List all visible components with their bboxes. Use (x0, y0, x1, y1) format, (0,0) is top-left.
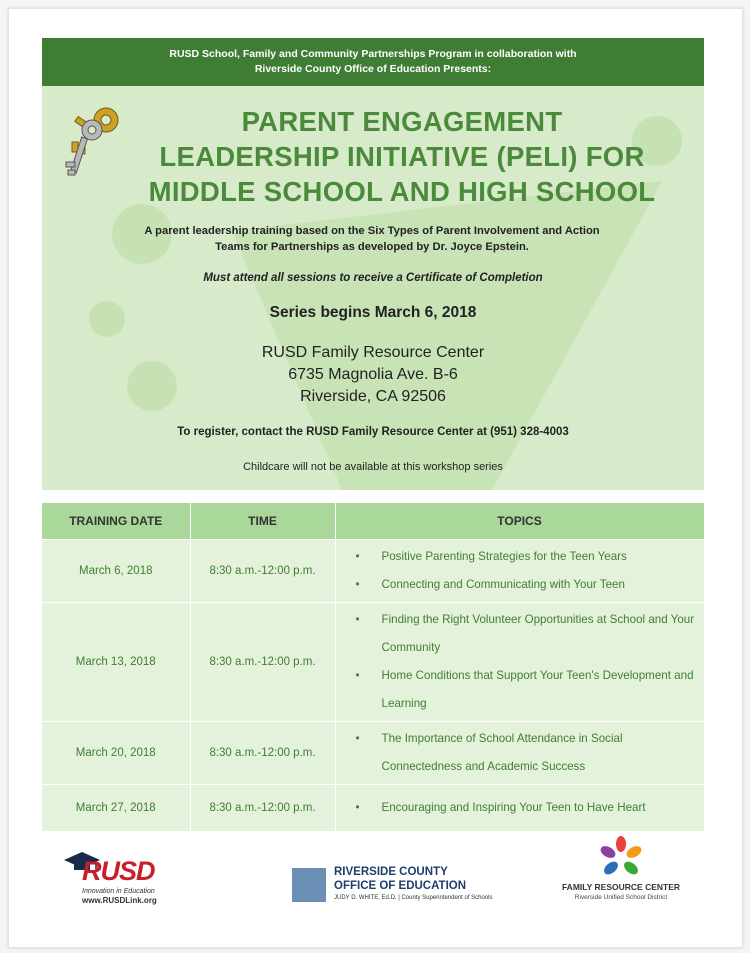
address-line: Riverside, CA 92506 (300, 388, 446, 405)
subtitle-line: A parent leadership training based on the Six Types of Parent Involvement and Action (144, 225, 600, 237)
attendance-note: Must attend all sessions to receive a Certificate of Completion (203, 272, 543, 284)
topic-item: • Positive Parenting Strategies for the Teen Years (382, 543, 704, 571)
title-line: LEADERSHIP INITIATIVE (PELI) FOR (159, 141, 645, 172)
rusd-logo (62, 850, 182, 910)
registration-contact: To register, contact the RUSD Family Resource Center at (951) 328-4003 (177, 426, 569, 438)
title-line: MIDDLE SCHOOL AND HIGH SCHOOL (148, 176, 656, 207)
column-header-date: TRAINING DATE (42, 503, 190, 540)
table-row (42, 603, 704, 722)
address-line: RUSD Family Resource Center (261, 344, 485, 361)
presenter-line-1: RUSD School, Family and Community Partnerships Program in collaboration with (169, 48, 577, 60)
session-topics (335, 785, 704, 831)
presenter-banner (42, 38, 704, 86)
session-time: 8:30 a.m.-12:00 p.m. (190, 603, 335, 722)
rcoe-name-line-1: RIVERSIDE COUNTY (334, 866, 448, 878)
flyer-title (132, 104, 672, 209)
session-topics (335, 722, 704, 785)
table-row (42, 540, 704, 603)
title-line: PARENT ENGAGEMENT (241, 106, 563, 137)
schedule-table (42, 503, 705, 831)
table-header-row (42, 503, 704, 540)
childcare-note: Childcare will not be available at this workshop series (243, 461, 503, 473)
table-row (42, 785, 704, 831)
rusd-wordmark: RUSD (82, 856, 155, 886)
table-row (42, 722, 704, 785)
session-topics (335, 540, 704, 603)
session-time: 8:30 a.m.-12:00 p.m. (190, 722, 335, 785)
flower-people-icon (599, 836, 643, 880)
column-header-time: TIME (190, 503, 335, 540)
rcoe-emblem-icon (292, 868, 326, 902)
rcoe-logo (292, 862, 493, 908)
topic-item: • The Importance of School Attendance in Social Connectedness and Academic Success (382, 725, 704, 781)
subtitle-line: Teams for Partnerships as developed by Dr. Joyce Epstein. (215, 241, 529, 253)
session-topics (335, 603, 704, 722)
frc-district: Riverside Unified School District (574, 894, 668, 901)
location-address (42, 342, 704, 408)
session-date: March 20, 2018 (42, 722, 190, 785)
keys-icon (54, 104, 128, 182)
rusd-tagline: Innovation in Education (82, 888, 155, 895)
topic-item: • Home Conditions that Support Your Teen's Development and Learning (382, 662, 704, 718)
session-time: 8:30 a.m.-12:00 p.m. (190, 540, 335, 603)
session-date: March 6, 2018 (42, 540, 190, 603)
flyer-subtitle (102, 223, 642, 255)
frc-logo (556, 836, 686, 908)
rcoe-name-line-2: OFFICE OF EDUCATION (334, 880, 467, 892)
column-header-topics: TOPICS (335, 503, 704, 540)
rusd-url: www.RUSDLink.org (82, 896, 157, 905)
hero-panel (42, 86, 704, 490)
rcoe-superintendent: JUDY D. WHITE, Ed.D. | County Superintendent of Schools (334, 895, 493, 901)
session-time: 8:30 a.m.-12:00 p.m. (190, 785, 335, 831)
frc-name: FAMILY RESOURCE CENTER (561, 882, 681, 892)
session-date: March 13, 2018 (42, 603, 190, 722)
topic-item: • Connecting and Communicating with Your Teen (382, 571, 704, 599)
session-date: March 27, 2018 (42, 785, 190, 831)
series-start-date: Series begins March 6, 2018 (269, 304, 477, 321)
address-line: 6735 Magnolia Ave. B-6 (288, 366, 458, 383)
presenter-line-2: Riverside County Office of Education Presents: (254, 63, 492, 75)
topic-item: • Encouraging and Inspiring Your Teen to Have Heart (382, 794, 704, 822)
topic-item: • Finding the Right Volunteer Opportunities at School and Your Community (382, 606, 704, 662)
